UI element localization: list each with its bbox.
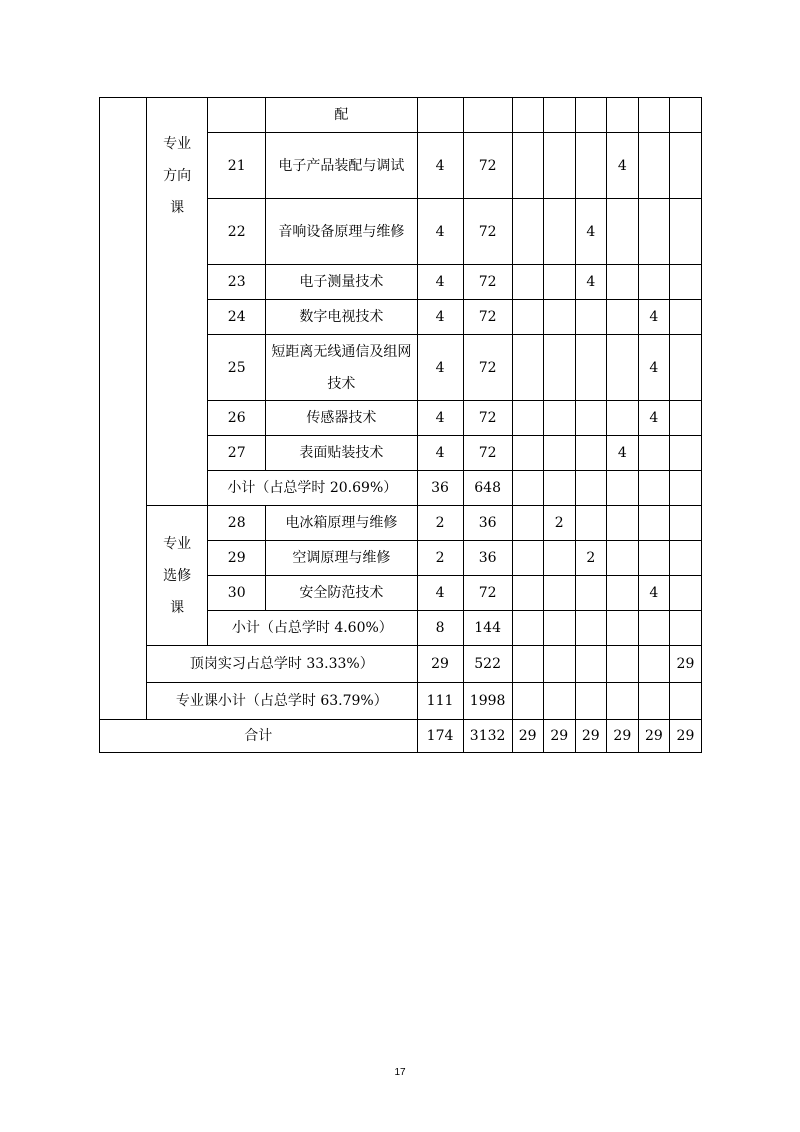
semester-hours-cell	[543, 300, 575, 335]
semester-hours-cell: 4	[638, 335, 669, 401]
semester-hours-cell: 29	[606, 720, 638, 753]
semester-hours-cell	[606, 401, 638, 436]
semester-hours-cell	[638, 541, 669, 576]
semester-hours-cell	[638, 133, 669, 199]
credits-cell: 4	[417, 199, 463, 265]
semester-hours-cell	[512, 335, 543, 401]
semester-hours-cell	[575, 646, 606, 683]
semester-hours-cell: 4	[575, 199, 606, 265]
semester-hours-cell	[669, 541, 701, 576]
semester-hours-cell	[543, 436, 575, 471]
course-name: 音响设备原理与维修	[266, 199, 417, 265]
credits-cell: 4	[417, 133, 463, 199]
credits-cell: 36	[417, 471, 463, 506]
semester-hours-cell	[669, 471, 701, 506]
semester-hours-cell	[543, 401, 575, 436]
semester-hours-cell: 29	[638, 720, 669, 753]
hours-cell: 72	[463, 436, 512, 471]
semester-hours-cell	[606, 611, 638, 646]
semester-hours-cell	[638, 646, 669, 683]
semester-hours-cell	[638, 683, 669, 720]
semester-hours-cell: 4	[638, 576, 669, 611]
semester-hours-cell	[669, 611, 701, 646]
semester-hours-cell	[543, 646, 575, 683]
professional-subtotal-label: 专业课小计（占总学时 63.79%）	[147, 683, 417, 720]
hours-cell: 36	[463, 541, 512, 576]
course-name: 电子产品装配与调试	[266, 133, 417, 199]
semester-hours-cell	[638, 199, 669, 265]
semester-hours-cell	[512, 506, 543, 541]
course-name: 配	[266, 98, 417, 133]
course-number: 21	[208, 133, 266, 199]
table-row	[100, 98, 702, 133]
semester-hours-cell: 2	[575, 541, 606, 576]
semester-hours-cell	[606, 576, 638, 611]
semester-hours-cell	[606, 335, 638, 401]
semester-hours-cell	[543, 683, 575, 720]
semester-hours-cell	[638, 611, 669, 646]
semester-hours-cell: 29	[512, 720, 543, 753]
semester-hours-cell	[575, 611, 606, 646]
hours-cell: 1998	[463, 683, 512, 720]
semester-hours-cell	[512, 611, 543, 646]
credits-cell: 4	[417, 576, 463, 611]
semester-hours-cell	[512, 646, 543, 683]
semester-hours-cell	[606, 98, 638, 133]
subtotal-label: 小计（占总学时 20.69%）	[208, 471, 417, 506]
semester-hours-cell: 29	[575, 720, 606, 753]
semester-hours-cell	[543, 576, 575, 611]
course-number: 30	[208, 576, 266, 611]
hours-cell: 3132	[463, 720, 512, 753]
semester-hours-cell	[575, 436, 606, 471]
total-label: 合计	[100, 720, 418, 753]
hours-cell: 648	[463, 471, 512, 506]
semester-hours-cell	[543, 471, 575, 506]
internship-label: 顶岗实习占总学时 33.33%）	[147, 646, 417, 683]
semester-hours-cell	[512, 199, 543, 265]
credits-cell: 111	[417, 683, 463, 720]
hours-cell: 36	[463, 506, 512, 541]
course-number: 28	[208, 506, 266, 541]
semester-hours-cell: 4	[575, 265, 606, 300]
credits-cell: 4	[417, 300, 463, 335]
semester-hours-cell	[575, 300, 606, 335]
semester-hours-cell	[606, 300, 638, 335]
semester-hours-cell	[512, 133, 543, 199]
semester-hours-cell	[669, 335, 701, 401]
course-number: 27	[208, 436, 266, 471]
course-name: 数字电视技术	[266, 300, 417, 335]
professional-subtotal-row	[100, 683, 702, 720]
credits-cell: 8	[417, 611, 463, 646]
credits-cell: 4	[417, 335, 463, 401]
semester-hours-cell	[606, 646, 638, 683]
semester-hours-cell: 29	[669, 720, 701, 753]
course-number: 25	[208, 335, 266, 401]
credits-cell: 29	[417, 646, 463, 683]
semester-hours-cell	[512, 541, 543, 576]
semester-hours-cell	[606, 265, 638, 300]
credits-cell: 4	[417, 436, 463, 471]
semester-hours-cell	[638, 471, 669, 506]
page-number: 17	[394, 1067, 406, 1078]
semester-hours-cell	[669, 265, 701, 300]
curriculum-table	[99, 97, 702, 753]
course-number	[208, 98, 266, 133]
outer-category-cell	[100, 98, 147, 720]
course-number: 29	[208, 541, 266, 576]
hours-cell: 522	[463, 646, 512, 683]
course-number: 24	[208, 300, 266, 335]
semester-hours-cell	[512, 436, 543, 471]
course-number: 23	[208, 265, 266, 300]
course-name: 安全防范技术	[266, 576, 417, 611]
hours-cell: 144	[463, 611, 512, 646]
semester-hours-cell	[606, 199, 638, 265]
hours-cell: 72	[463, 576, 512, 611]
semester-hours-cell	[575, 335, 606, 401]
table-row	[100, 506, 702, 541]
semester-hours-cell	[575, 683, 606, 720]
semester-hours-cell	[669, 506, 701, 541]
course-name: 电冰箱原理与维修	[266, 506, 417, 541]
semester-hours-cell	[543, 611, 575, 646]
semester-hours-cell	[512, 471, 543, 506]
semester-hours-cell	[669, 576, 701, 611]
course-name: 传感器技术	[266, 401, 417, 436]
course-name: 表面贴装技术	[266, 436, 417, 471]
semester-hours-cell	[669, 199, 701, 265]
hours-cell: 72	[463, 300, 512, 335]
semester-hours-cell	[543, 98, 575, 133]
semester-hours-cell	[512, 265, 543, 300]
semester-hours-cell	[512, 683, 543, 720]
course-name: 空调原理与维修	[266, 541, 417, 576]
course-name: 短距离无线通信及组网技术	[266, 335, 417, 401]
semester-hours-cell	[606, 506, 638, 541]
subtotal-label: 小计（占总学时 4.60%）	[208, 611, 417, 646]
credits-cell: 2	[417, 506, 463, 541]
semester-hours-cell	[512, 576, 543, 611]
semester-hours-cell	[575, 506, 606, 541]
semester-hours-cell	[575, 576, 606, 611]
course-number: 26	[208, 401, 266, 436]
semester-hours-cell	[512, 401, 543, 436]
semester-hours-cell: 29	[669, 646, 701, 683]
semester-hours-cell	[606, 471, 638, 506]
semester-hours-cell	[669, 133, 701, 199]
semester-hours-cell	[669, 683, 701, 720]
credits-cell: 174	[417, 720, 463, 753]
semester-hours-cell	[606, 541, 638, 576]
credits-cell: 2	[417, 541, 463, 576]
hours-cell: 72	[463, 265, 512, 300]
course-name: 电子测量技术	[266, 265, 417, 300]
semester-hours-cell	[606, 683, 638, 720]
hours-cell: 72	[463, 199, 512, 265]
course-number: 22	[208, 199, 266, 265]
semester-hours-cell	[638, 265, 669, 300]
semester-hours-cell	[575, 98, 606, 133]
internship-row	[100, 646, 702, 683]
semester-hours-cell	[543, 199, 575, 265]
hours-cell: 72	[463, 335, 512, 401]
credits-cell: 4	[417, 265, 463, 300]
semester-hours-cell: 4	[606, 436, 638, 471]
semester-hours-cell	[543, 265, 575, 300]
semester-hours-cell: 4	[638, 300, 669, 335]
semester-hours-cell	[575, 401, 606, 436]
semester-hours-cell	[638, 98, 669, 133]
semester-hours-cell	[543, 133, 575, 199]
semester-hours-cell	[669, 98, 701, 133]
semester-hours-cell	[543, 335, 575, 401]
semester-hours-cell: 2	[543, 506, 575, 541]
semester-hours-cell	[669, 401, 701, 436]
hours-cell	[463, 98, 512, 133]
total-row	[100, 720, 702, 753]
category-elective: 专业 选修 课	[147, 506, 208, 646]
credits-cell	[417, 98, 463, 133]
hours-cell: 72	[463, 133, 512, 199]
semester-hours-cell: 29	[543, 720, 575, 753]
semester-hours-cell	[638, 436, 669, 471]
semester-hours-cell	[575, 133, 606, 199]
hours-cell: 72	[463, 401, 512, 436]
category-direction: 专业 方向 课	[147, 98, 208, 506]
semester-hours-cell	[669, 300, 701, 335]
semester-hours-cell	[543, 541, 575, 576]
credits-cell: 4	[417, 401, 463, 436]
semester-hours-cell: 4	[638, 401, 669, 436]
semester-hours-cell	[512, 300, 543, 335]
semester-hours-cell	[512, 98, 543, 133]
semester-hours-cell	[575, 471, 606, 506]
semester-hours-cell	[638, 506, 669, 541]
semester-hours-cell: 4	[606, 133, 638, 199]
semester-hours-cell	[669, 436, 701, 471]
